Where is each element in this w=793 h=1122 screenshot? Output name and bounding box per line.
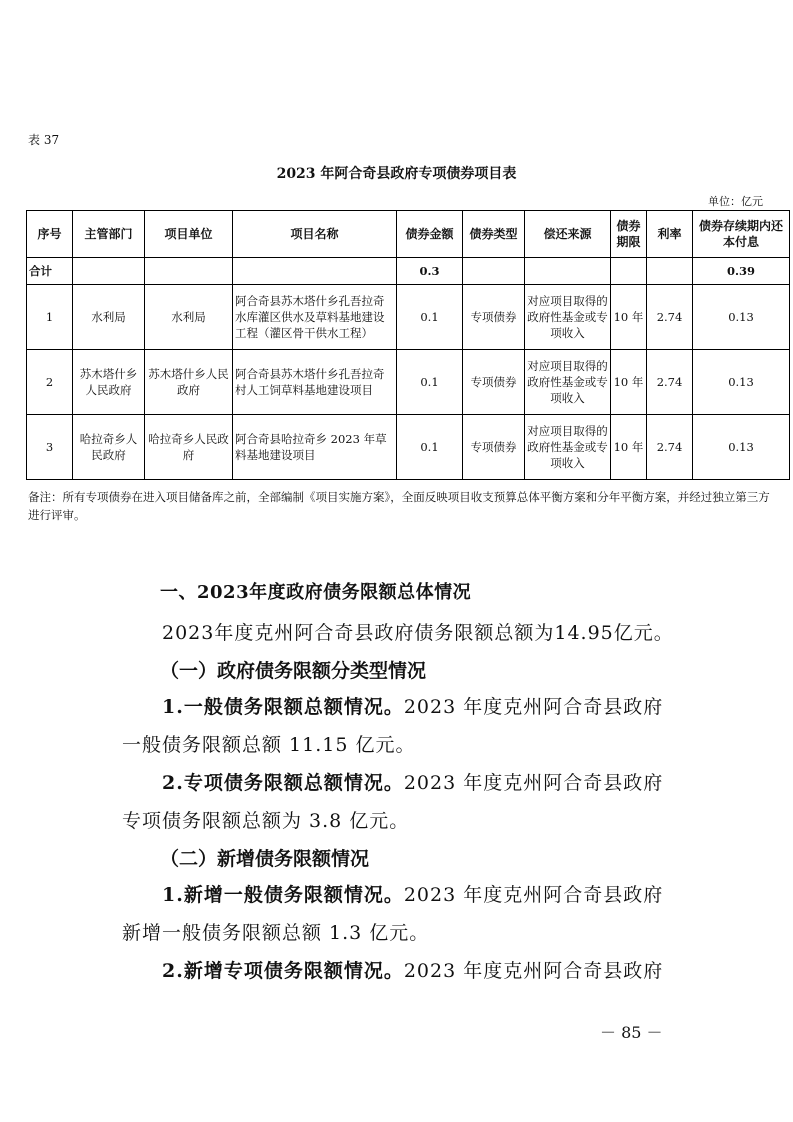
paragraph-lead: 2.专项债务限额总额情况。 xyxy=(162,772,404,794)
empty-cell xyxy=(525,258,611,285)
table-label: 表 37 xyxy=(28,133,60,147)
table-row xyxy=(27,415,790,480)
cell-term: 10 年 xyxy=(611,350,647,415)
paragraph-general-limit xyxy=(162,688,663,726)
paragraph-special-limit xyxy=(162,764,663,802)
cell-dept: 水利局 xyxy=(73,285,145,350)
paragraph-continuation: 新增一般债务限额总额 1.3 亿元。 xyxy=(122,922,430,944)
header-cell: 利率 xyxy=(647,211,693,258)
paragraph-continuation: 一般债务限额总额 11.15 亿元。 xyxy=(122,734,416,756)
cell-term: 10 年 xyxy=(611,285,647,350)
header-cell: 债券类型 xyxy=(463,211,525,258)
cell-repay: 0.13 xyxy=(693,350,790,415)
table-title: 2023 年阿合奇县政府专项债券项目表 xyxy=(276,166,517,182)
paragraph-lead: 1.新增一般债务限额情况。 xyxy=(162,884,404,906)
debt-project-table xyxy=(26,210,790,480)
table-note: 备注：所有专项债券在进入项目储备库之前，全部编制《项目实施方案》，全面反映项目收支预算总体平衡方案和分年平衡方案，并经过独立第三方进行评审。 xyxy=(28,490,770,522)
empty-cell xyxy=(463,258,525,285)
table-total-row xyxy=(27,258,790,285)
header-cell: 项目名称 xyxy=(233,211,397,258)
cell-no: 3 xyxy=(27,415,73,480)
cell-source: 对应项目取得的政府性基金或专项收入 xyxy=(525,285,611,350)
cell-rate: 2.74 xyxy=(647,350,693,415)
table-header-row xyxy=(27,211,790,258)
cell-rate: 2.74 xyxy=(647,415,693,480)
subsection-heading: （一）政府债务限额分类型情况 xyxy=(160,660,427,682)
header-cell: 偿还来源 xyxy=(525,211,611,258)
table-row xyxy=(27,285,790,350)
paragraph-new-special xyxy=(162,952,663,990)
cell-amount: 0.1 xyxy=(397,350,463,415)
cell-type: 专项债券 xyxy=(463,350,525,415)
total-repay: 0.39 xyxy=(693,258,790,285)
header-cell: 债券存续期内还本付息 xyxy=(693,211,790,258)
cell-dept: 哈拉奇乡人民政府 xyxy=(73,415,145,480)
cell-name: 阿合奇县苏木塔什乡孔吾拉奇村人工饲草料基地建设项目 xyxy=(233,350,397,415)
empty-cell xyxy=(73,258,145,285)
paragraph-continuation: 专项债务限额总额为 3.8 亿元。 xyxy=(122,810,410,832)
cell-amount: 0.1 xyxy=(397,285,463,350)
header-cell: 序号 xyxy=(27,211,73,258)
header-cell: 主管部门 xyxy=(73,211,145,258)
cell-repay: 0.13 xyxy=(693,285,790,350)
paragraph-text: 2023 年度克州阿合奇县政府 xyxy=(403,772,664,794)
paragraph-new-general xyxy=(162,876,663,914)
section-heading: 一、2023年度政府债务限额总体情况 xyxy=(160,582,472,603)
cell-no: 2 xyxy=(27,350,73,415)
cell-name: 阿合奇县哈拉奇乡 2023 年草料基地建设项目 xyxy=(233,415,397,480)
cell-type: 专项债券 xyxy=(463,285,525,350)
paragraph-text: 2023 年度克州阿合奇县政府 xyxy=(403,696,664,718)
cell-no: 1 xyxy=(27,285,73,350)
table-row xyxy=(27,350,790,415)
paragraph-text: 2023 年度克州阿合奇县政府 xyxy=(403,960,664,982)
cell-type: 专项债券 xyxy=(463,415,525,480)
page-number: － 85 － xyxy=(600,1023,663,1042)
subsection-heading: （二）新增债务限额情况 xyxy=(160,848,370,870)
empty-cell xyxy=(233,258,397,285)
header-cell: 债券金额 xyxy=(397,211,463,258)
paragraph-lead: 1.一般债务限额总额情况。 xyxy=(162,696,404,718)
cell-name: 阿合奇县苏木塔什乡孔吾拉奇水库灌区供水及草料基地建设工程（灌区骨干供水工程） xyxy=(233,285,397,350)
cell-unit: 苏木塔什乡人民政府 xyxy=(145,350,233,415)
empty-cell xyxy=(611,258,647,285)
cell-rate: 2.74 xyxy=(647,285,693,350)
cell-term: 10 年 xyxy=(611,415,647,480)
cell-repay: 0.13 xyxy=(693,415,790,480)
total-label: 合计 xyxy=(27,258,73,285)
empty-cell xyxy=(145,258,233,285)
header-cell: 债券期限 xyxy=(611,211,647,258)
cell-dept: 苏木塔什乡人民政府 xyxy=(73,350,145,415)
empty-cell xyxy=(647,258,693,285)
cell-unit: 哈拉奇乡人民政府 xyxy=(145,415,233,480)
unit-label: 单位：亿元 xyxy=(708,195,763,208)
cell-unit: 水利局 xyxy=(145,285,233,350)
cell-source: 对应项目取得的政府性基金或专项收入 xyxy=(525,415,611,480)
cell-source: 对应项目取得的政府性基金或专项收入 xyxy=(525,350,611,415)
paragraph-total-limit: 2023年度克州阿合奇县政府债务限额总额为14.95亿元。 xyxy=(162,622,674,644)
total-amount: 0.3 xyxy=(397,258,463,285)
cell-amount: 0.1 xyxy=(397,415,463,480)
header-cell: 项目单位 xyxy=(145,211,233,258)
paragraph-text: 2023 年度克州阿合奇县政府 xyxy=(403,884,664,906)
paragraph-lead: 2.新增专项债务限额情况。 xyxy=(162,960,404,982)
